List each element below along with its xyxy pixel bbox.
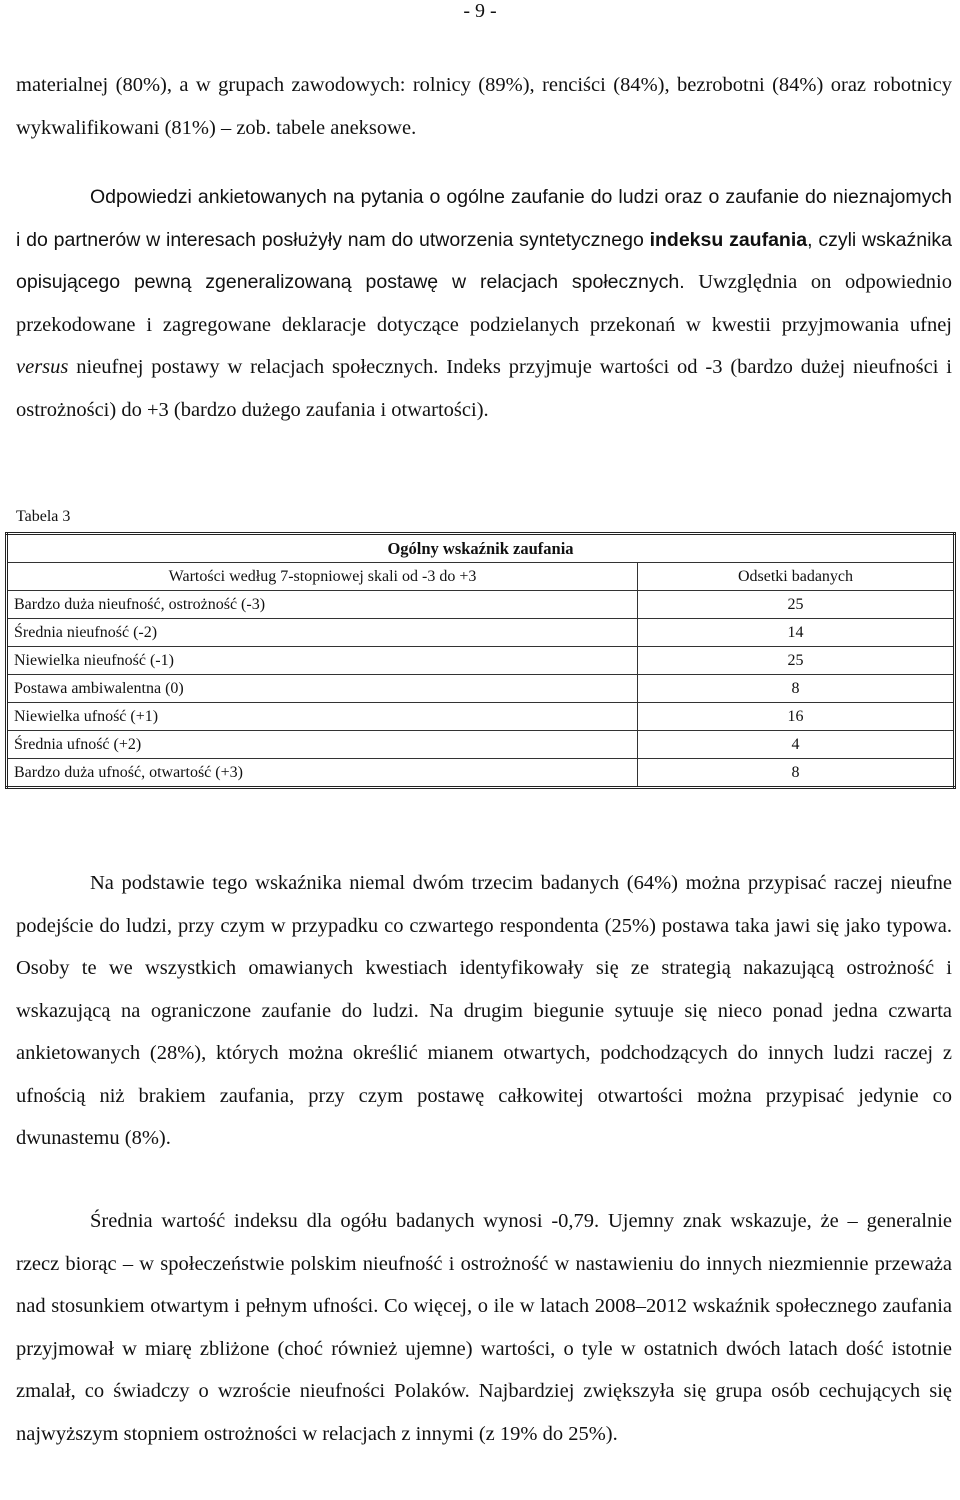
table-row [7, 619, 955, 647]
row-label: Bardzo duża ufność, otwartość (+3) [7, 759, 638, 788]
trust-index-table [5, 532, 956, 789]
italic-term: versus [16, 356, 69, 378]
row-value: 25 [638, 647, 955, 675]
row-value: 25 [638, 591, 955, 619]
row-value: 14 [638, 619, 955, 647]
text-segment: Uwzględnia on odpowiednio przekodowane i zagregowane deklaracje dotyczące podzielanych przekonań w kwestii przyjmowania ufnej [16, 271, 952, 336]
paragraph-results [16, 862, 952, 1160]
row-label: Niewielka nieufność (-1) [7, 647, 638, 675]
column-header-scale: Wartości według 7-stopniowej skali od -3 do +3 [7, 563, 638, 591]
row-label: Średnia nieufność (-2) [7, 619, 638, 647]
text-segment: Średnia wartość indeksu dla ogółu badanych wynosi -0,79. Ujemny znak wskazuje, że – generalnie rzecz biorąc – w społeczeństwie polskim nieufność i ostrożność w nastawieniu do innych niezmiennie przeważa nad stosunkiem otwartym i pełnym ufności. Co więcej, o ile w latach 2008–2012 wskaźnik społecznego zaufania przyjmował w miarę zbliżone (choć również ujemne) wartości, o tyle w ostatnich dwóch latach dość istotnie zmalał, co świadczy o wzroście nieufności Polaków. Najbardziej zwiększyła się grupa osób cechujących się najwyższym stopniem ostrożności w relacjach z innymi (z 19% do 25%). [16, 1210, 952, 1445]
text-segment: nieufnej postawy w relacjach społecznych. Indeks przyjmuje wartości od -3 (bardzo dużej nieufności i ostrożności) do +3 (bardzo dużego zaufania i otwartości). [16, 356, 952, 421]
text-segment: Odpowiedzi ankietowanych na pytania o ogólne zaufanie do ludzi oraz o zaufanie do nieznajomych i do partnerów w interesach posłużyły nam do utworzenia syntetycznego [16, 186, 952, 251]
row-label: Bardzo duża nieufność, ostrożność (-3) [7, 591, 638, 619]
row-value: 8 [638, 759, 955, 788]
paragraph-average [16, 1200, 952, 1455]
table-header-row [7, 563, 955, 591]
table-row [7, 731, 955, 759]
table-row [7, 591, 955, 619]
row-value: 8 [638, 675, 955, 703]
table-title: Ogólny wskaźnik zaufania [7, 534, 955, 563]
page-number: - 9 - [463, 0, 497, 22]
text-segment: , czyli wskaźnika opisującego pewną zgeneralizowaną postawę w relacjach społecznych. [16, 228, 952, 293]
table-title-row [7, 534, 955, 563]
paragraph-intro: materialnej (80%), a w grupach zawodowych: rolnicy (89%), renciści (84%), bezrobotni (84%) oraz robotnicy wykwalifikowani (81%) – zob. tabele aneksowe. [16, 74, 952, 139]
row-label: Postawa ambiwalentna (0) [7, 675, 638, 703]
paragraph-index-definition [16, 176, 952, 431]
column-header-percent: Odsetki badanych [638, 563, 955, 591]
table-row [7, 703, 955, 731]
table-caption: Tabela 3 [16, 508, 71, 525]
bold-term: indeksu zaufania [649, 228, 808, 251]
row-label: Niewielka ufność (+1) [7, 703, 638, 731]
row-value: 4 [638, 731, 955, 759]
table-row [7, 675, 955, 703]
row-value: 16 [638, 703, 955, 731]
text-segment: Na podstawie tego wskaźnika niemal dwóm trzecim badanych (64%) można przypisać raczej nieufne podejście do ludzi, przy czym w przypadku co czwartego respondenta (25%) postawa taka jawi się jako typowa. Osoby te we wszystkich omawianych kwestiach identyfikowały się ze strategią nakazującą ostrożność i wskazującą na ograniczone zaufanie do ludzi. Na drugim biegunie sytuuje się nieco ponad jedna czwarta ankietowanych (28%), których można określić mianem otwartych, podchodzących do innych ludzi raczej z ufnością niż brakiem zaufania, przy czym postawę całkowitej otwartości można przypisać jedynie co dwunastemu (8%). [16, 872, 952, 1149]
table-row [7, 759, 955, 788]
row-label: Średnia ufność (+2) [7, 731, 638, 759]
table-row [7, 647, 955, 675]
